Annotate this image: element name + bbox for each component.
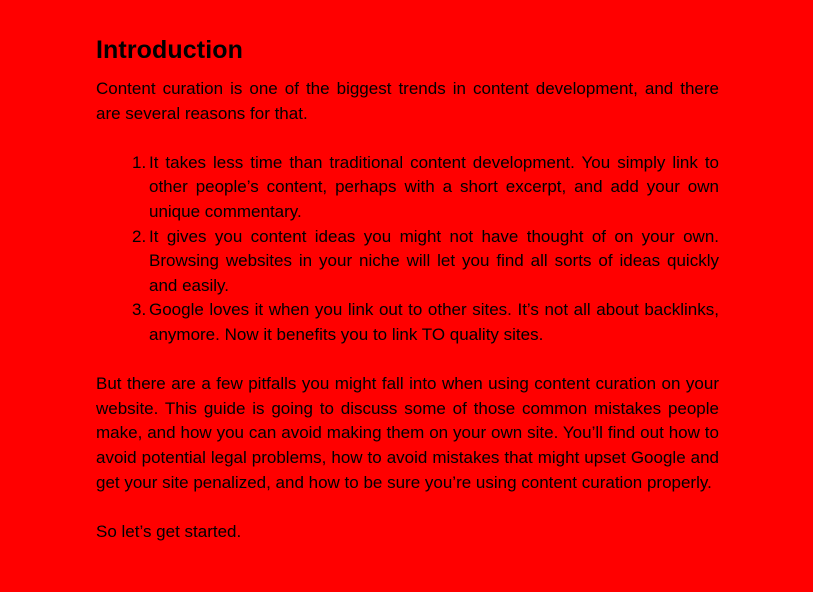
paragraph-spacer xyxy=(96,348,719,373)
list-item-number: 2. xyxy=(132,226,147,246)
page-title: Introduction xyxy=(96,36,244,64)
list-item xyxy=(132,151,719,225)
pitfalls-paragraph: But there are a few pitfalls you might fall into when using content curation on your website. This guide is going to discuss some of those common mistakes people make, and how you can avoid making them on your own site. You’ll find out how to avoid potential legal problems, how to avoid mistakes that might upset Google and get your site penalized, and how to be sure you’re using content curation properly. xyxy=(96,374,719,492)
document-page xyxy=(96,34,719,544)
closing-paragraph: So let’s get started. xyxy=(96,521,242,541)
list-item xyxy=(132,298,719,347)
list-item-number: 1. xyxy=(132,152,147,172)
list-item xyxy=(132,225,719,299)
list-item-text: It takes less time than traditional content development. You simply link to other people’s content, perhaps with a short excerpt, and add your own unique commentary. xyxy=(149,152,719,221)
reasons-list xyxy=(96,151,719,348)
paragraph-spacer xyxy=(96,126,719,151)
intro-paragraph: Content curation is one of the biggest trends in content development, and there are several reasons for that. xyxy=(96,79,719,123)
list-item-text: Google loves it when you link out to other sites. It’s not all about backlinks, anymore. Now it benefits you to link TO quality sites. xyxy=(149,300,719,344)
list-item-number: 3. xyxy=(132,300,147,320)
list-item-text: It gives you content ideas you might not have thought of on your own. Browsing websites in your niche will let you find all sorts of ideas quickly and easily. xyxy=(149,226,719,295)
paragraph-spacer xyxy=(96,495,719,520)
